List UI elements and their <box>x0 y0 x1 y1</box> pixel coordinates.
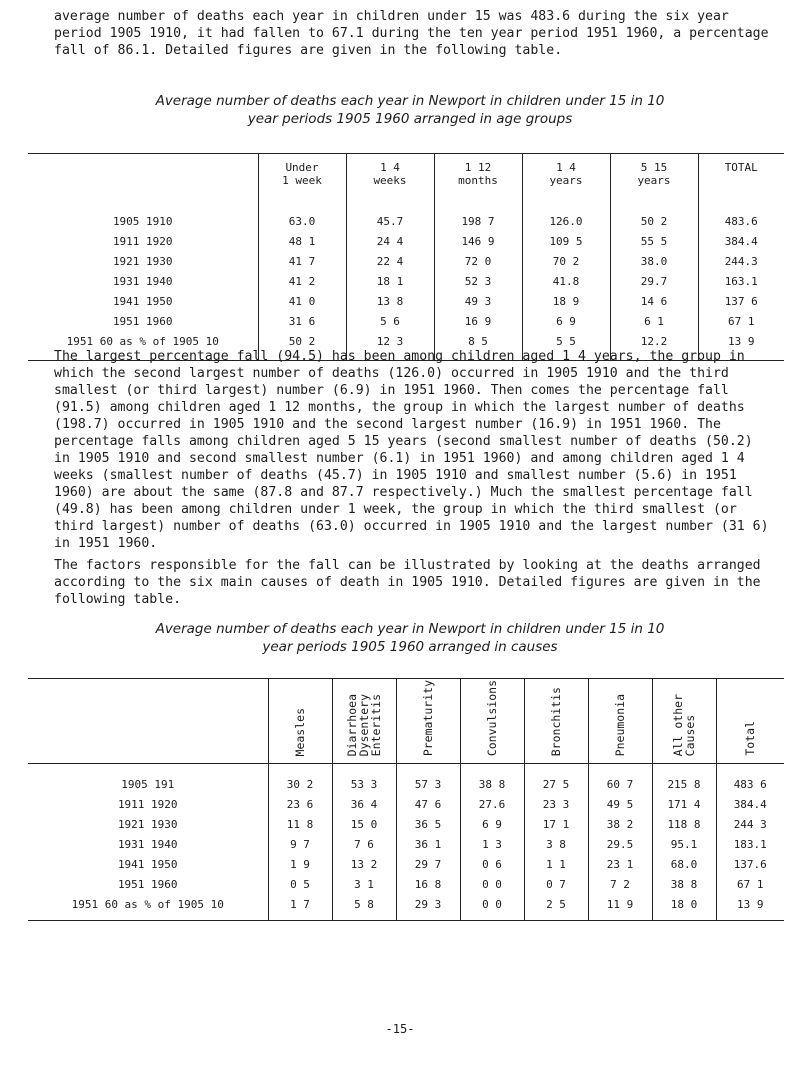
table1-header-1-12-months: 1 12 months <box>434 154 522 198</box>
table-cell: 50 2 <box>258 332 346 361</box>
table-cell: 137 6 <box>698 292 784 312</box>
table-cell: 126.0 <box>522 198 610 232</box>
table-cell: 38 8 <box>652 874 716 894</box>
table-cell: 38 8 <box>460 764 524 795</box>
table1-corner <box>28 154 258 198</box>
table-cell: 41 2 <box>258 272 346 292</box>
table-cell: 47 6 <box>396 794 460 814</box>
table-cell: 41.8 <box>522 272 610 292</box>
table-cell: 50 2 <box>610 198 698 232</box>
table-cell: 70 2 <box>522 252 610 272</box>
table-row <box>28 794 784 814</box>
table-cell: 36 4 <box>332 794 396 814</box>
row-label: 1951 1960 <box>112 315 173 328</box>
table-cell: 14 6 <box>610 292 698 312</box>
table-cell: 244.3 <box>698 252 784 272</box>
table-cell: 57 3 <box>396 764 460 795</box>
table-cell: 0 7 <box>524 874 588 894</box>
table2-corner <box>28 679 268 764</box>
table-cell: 1 3 <box>460 834 524 854</box>
table-row <box>28 292 784 312</box>
table-cell: 41 7 <box>258 252 346 272</box>
table2-header-all-other-causes: All other Causes <box>652 679 716 764</box>
table-cell: 48 1 <box>258 232 346 252</box>
table-cell: 95.1 <box>652 834 716 854</box>
table-row <box>28 874 784 894</box>
table1-header-5-15-years: 5 15 years <box>610 154 698 198</box>
table-cell: 384.4 <box>698 232 784 252</box>
table-cell: 29.7 <box>610 272 698 292</box>
table-cell: 0 0 <box>460 874 524 894</box>
table-cell: 8 5 <box>434 332 522 361</box>
table-row <box>28 854 784 874</box>
table-cell: 22 4 <box>346 252 434 272</box>
age-groups-table <box>28 153 784 361</box>
table-cell: 1 1 <box>524 854 588 874</box>
row-label: 1951 1960 <box>117 877 178 891</box>
table-row <box>28 312 784 332</box>
table-cell: 67 1 <box>698 312 784 332</box>
table-cell: 18 0 <box>652 894 716 921</box>
table-cell: 0 5 <box>268 874 332 894</box>
table-cell: 12 3 <box>346 332 434 361</box>
table-cell: 45.7 <box>346 198 434 232</box>
table-cell: 171 4 <box>652 794 716 814</box>
table-cell: 36 1 <box>396 834 460 854</box>
table-row <box>28 272 784 292</box>
table-cell: 7 6 <box>332 834 396 854</box>
table2-header-bronchitis: Bronchitis <box>524 679 588 764</box>
row-label: 1931 1940 <box>117 837 178 851</box>
table-cell: 36 5 <box>396 814 460 834</box>
table-row <box>28 198 784 232</box>
row-label: 1951 60 as % of 1905 10 <box>66 335 219 348</box>
row-label: 1921 1930 <box>112 255 173 268</box>
table-cell: 27.6 <box>460 794 524 814</box>
table-cell: 483.6 <box>698 198 784 232</box>
table-cell: 68.0 <box>652 854 716 874</box>
table-cell: 1 7 <box>268 894 332 921</box>
row-label: 1911 1920 <box>112 235 173 248</box>
table2-header-total: Total <box>716 679 784 764</box>
table-cell: 27 5 <box>524 764 588 795</box>
table1-header-1-4-years: 1 4 years <box>522 154 610 198</box>
table-cell: 17 1 <box>524 814 588 834</box>
table-cell: 16 9 <box>434 312 522 332</box>
table1-caption-line1: Average number of deaths each year in Newport in children under 15 in 10 <box>155 93 665 109</box>
row-label: 1921 1930 <box>117 817 178 831</box>
table-cell: 13 9 <box>716 894 784 921</box>
table-cell: 9 7 <box>268 834 332 854</box>
table-cell: 483 6 <box>716 764 784 795</box>
table-cell: 29 3 <box>396 894 460 921</box>
table-cell: 23 6 <box>268 794 332 814</box>
table-cell: 18 1 <box>346 272 434 292</box>
table-cell: 198 7 <box>434 198 522 232</box>
table-cell: 63.0 <box>258 198 346 232</box>
table-cell: 38 2 <box>588 814 652 834</box>
table-cell: 109 5 <box>522 232 610 252</box>
table-cell: 49 5 <box>588 794 652 814</box>
table-cell: 15 0 <box>332 814 396 834</box>
table-row <box>28 232 784 252</box>
row-label: 1941 1950 <box>117 857 178 871</box>
table-cell: 6 9 <box>460 814 524 834</box>
table2-header-measles: Measles <box>268 679 332 764</box>
table-cell: 18 9 <box>522 292 610 312</box>
table1-header-1-4-weeks: 1 4 weeks <box>346 154 434 198</box>
table-cell: 0 6 <box>460 854 524 874</box>
row-label: 1931 1940 <box>112 275 173 288</box>
table2-header-convulsions: Convulsions <box>460 679 524 764</box>
table-cell: 23 3 <box>524 794 588 814</box>
table-cell: 30 2 <box>268 764 332 795</box>
table-cell: 0 0 <box>460 894 524 921</box>
analysis-paragraph: The largest percentage fall (94.5) has been among children aged 1 4 years, the group in which the second largest number of deaths (126.0) occurred in 1905 1910 and the third smallest (or third largest) number (6.9) in 1951 1960. Then comes the percentage fall (91.5) among children aged 1 12 months, the group in which the largest number of deaths (198.7) occurred in 1905 1910 and the second largest number (16.9) in 1951 1960. The percentage falls among children aged 5 15 years (second smallest number of deaths (50.2) in 1905 1910 and second smallest number (6.1) in 1951 1960) and among children aged 1 4 weeks (smallest number of deaths (45.7) in 1905 1910 and smallest number (5.6) in 1951 1960) are about the same (87.8 and 87.7 respectively.) Much the smallest percentage fall (49.8) has been among children under 1 week, the group in which the third smallest (or third largest) number of deaths (63.0) occurred in 1905 1910 and the largest number (31 6) in 1951 1960. <box>54 349 769 551</box>
table-cell: 38.0 <box>610 252 698 272</box>
table2-header-pneumonia: Pneumonia <box>588 679 652 764</box>
table-cell: 31 6 <box>258 312 346 332</box>
table-cell: 16 8 <box>396 874 460 894</box>
table-cell: 13 9 <box>698 332 784 361</box>
table-cell: 60 7 <box>588 764 652 795</box>
table-cell: 3 1 <box>332 874 396 894</box>
factors-paragraph: The factors responsible for the fall can be illustrated by looking at the deaths arranged according to the six main causes of death in 1905 1910. Detailed figures are given in the following table. <box>54 558 761 607</box>
table-cell: 12.2 <box>610 332 698 361</box>
table-cell: 183.1 <box>716 834 784 854</box>
table2-header-diarrhoea: Diarrhoea Dysentery Enteritis <box>332 679 396 764</box>
row-label: 1941 1950 <box>112 295 173 308</box>
table-cell: 5 5 <box>522 332 610 361</box>
table2-caption <box>60 620 760 656</box>
table-cell: 29 7 <box>396 854 460 874</box>
table-cell: 13 8 <box>346 292 434 312</box>
table-cell: 55 5 <box>610 232 698 252</box>
table-cell: 215 8 <box>652 764 716 795</box>
table-cell: 49 3 <box>434 292 522 312</box>
table-cell: 41 0 <box>258 292 346 312</box>
table-cell: 11 9 <box>588 894 652 921</box>
table-cell: 7 2 <box>588 874 652 894</box>
row-label: 1911 1920 <box>117 797 178 811</box>
table-cell: 2 5 <box>524 894 588 921</box>
table1-caption <box>60 92 760 128</box>
table2-header-prematurity: Prematurity <box>396 679 460 764</box>
table-cell: 5 8 <box>332 894 396 921</box>
table-cell: 163.1 <box>698 272 784 292</box>
table-cell: 23 1 <box>588 854 652 874</box>
table-cell: 137.6 <box>716 854 784 874</box>
table-cell: 384.4 <box>716 794 784 814</box>
row-label: 1905 1910 <box>112 215 173 228</box>
row-label: 1951 60 as % of 1905 10 <box>71 897 224 911</box>
table-cell: 118 8 <box>652 814 716 834</box>
table-cell: 3 8 <box>524 834 588 854</box>
table-cell: 24 4 <box>346 232 434 252</box>
table1-header-total: TOTAL <box>698 154 784 198</box>
page-number: -15- <box>385 1022 415 1036</box>
table-cell: 13 2 <box>332 854 396 874</box>
table-cell: 67 1 <box>716 874 784 894</box>
table-cell: 244 3 <box>716 814 784 834</box>
table-cell: 53 3 <box>332 764 396 795</box>
intro-paragraph: average number of deaths each year in children under 15 was 483.6 during the six year period 1905 1910, it had fallen to 67.1 during the ten year period 1951 1960, a percentage fall of 86.1. Detailed figures are given in the following table. <box>54 9 769 58</box>
table1-header-under-1-week: Under 1 week <box>258 154 346 198</box>
causes-table <box>28 678 784 921</box>
table-row <box>28 894 784 921</box>
table-row <box>28 252 784 272</box>
table-cell: 5 6 <box>346 312 434 332</box>
table2-caption-line1: Average number of deaths each year in Newport in children under 15 in 10 <box>155 621 665 637</box>
table-row <box>28 814 784 834</box>
table-cell: 11 8 <box>268 814 332 834</box>
table1-caption-line2: year periods 1905 1960 arranged in age groups <box>247 111 573 127</box>
table-cell: 1 9 <box>268 854 332 874</box>
table-cell: 6 9 <box>522 312 610 332</box>
table-cell: 146 9 <box>434 232 522 252</box>
table-cell: 52 3 <box>434 272 522 292</box>
table-cell: 72 0 <box>434 252 522 272</box>
table-row <box>28 764 784 795</box>
table-row <box>28 834 784 854</box>
table-cell: 6 1 <box>610 312 698 332</box>
table-cell: 29.5 <box>588 834 652 854</box>
table2-caption-line2: year periods 1905 1960 arranged in causes <box>262 639 558 655</box>
row-label: 1905 191 <box>121 777 175 791</box>
